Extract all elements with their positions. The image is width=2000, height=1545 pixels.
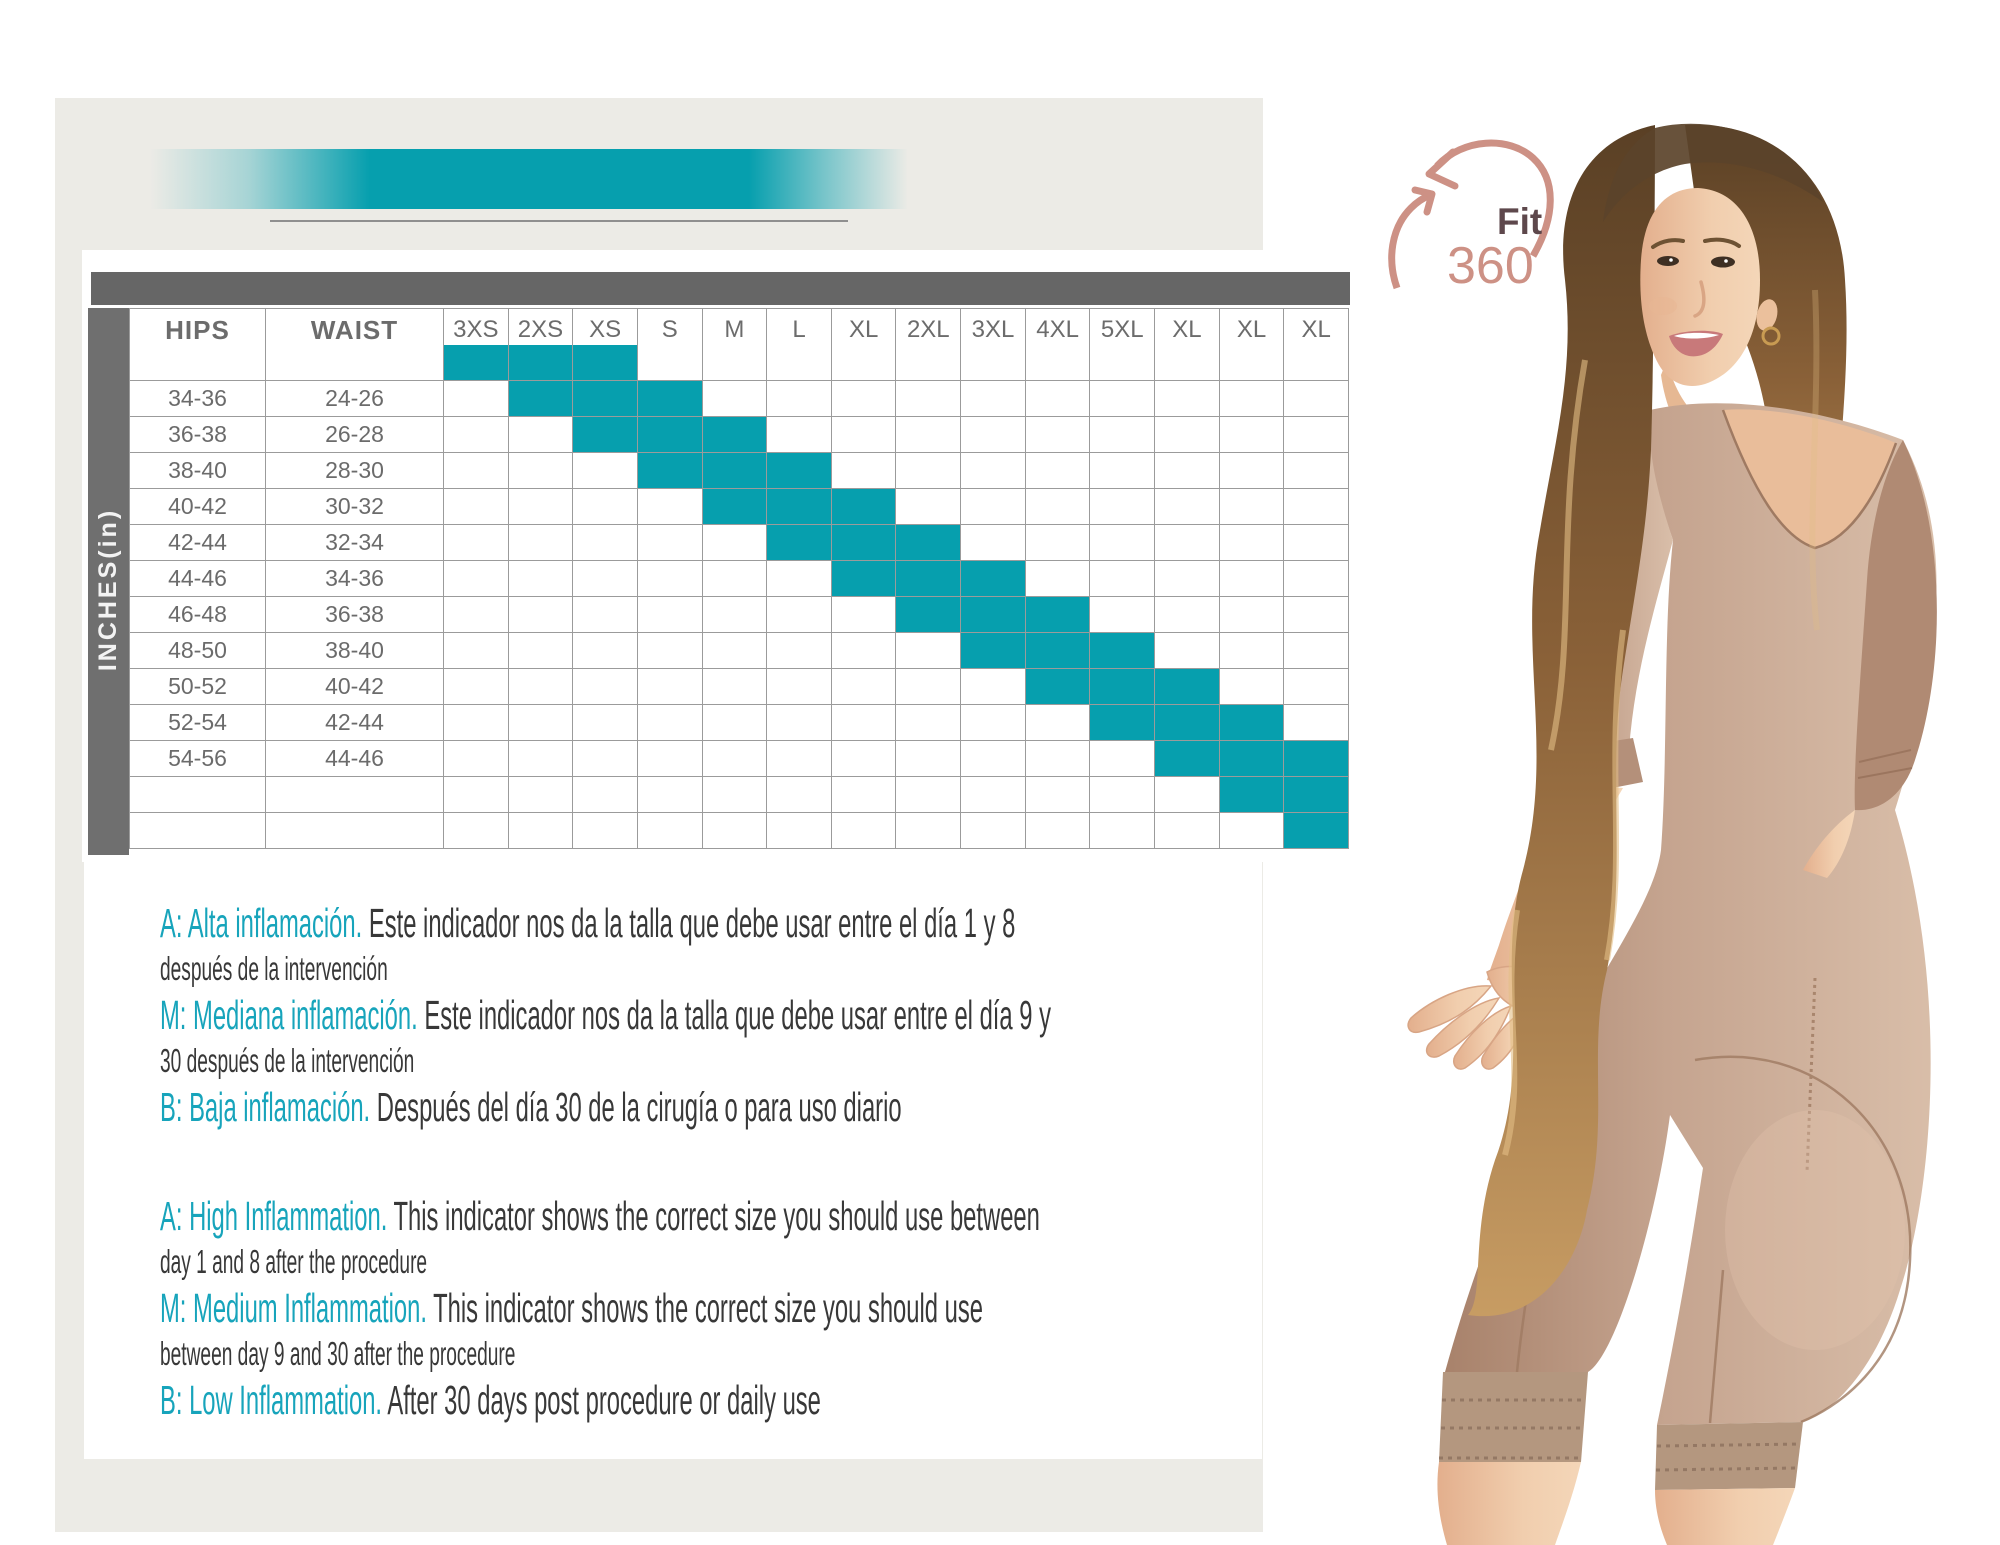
size-cell-filled — [1026, 597, 1090, 632]
size-cell — [1090, 345, 1154, 380]
size-cell-filled — [961, 597, 1025, 632]
note-lead: A: High Inflammation. — [160, 1193, 388, 1239]
size-cell — [1155, 561, 1219, 596]
note-continuation-line: between day 9 and 30 after the procedure — [160, 1335, 516, 1372]
size-cell — [1026, 381, 1090, 416]
size-cell — [961, 525, 1025, 560]
size-cell — [509, 741, 573, 776]
size-column-header: M — [703, 309, 767, 351]
size-cell-filled — [509, 345, 573, 380]
hips-value-cell: 54-56 — [130, 741, 265, 776]
model-photo — [1255, 110, 2000, 1545]
size-cell — [1155, 597, 1219, 632]
size-column-header: 2XS — [509, 309, 573, 351]
size-column-header: 3XS — [444, 309, 508, 351]
size-cell — [832, 417, 896, 452]
size-cell — [832, 777, 896, 812]
size-cell — [703, 525, 767, 560]
logo-fit-text: Fit — [1497, 201, 1543, 242]
size-cell — [573, 741, 637, 776]
size-cell — [638, 813, 702, 848]
size-cell — [703, 669, 767, 704]
waist-value-cell: 44-46 — [266, 741, 443, 776]
size-cell-filled — [896, 525, 960, 560]
size-cell-filled — [961, 561, 1025, 596]
face — [1640, 188, 1760, 386]
size-cell — [703, 597, 767, 632]
size-cell-filled — [573, 417, 637, 452]
size-cell — [638, 345, 702, 380]
size-cell — [573, 777, 637, 812]
hips-value-cell: 48-50 — [130, 633, 265, 668]
size-cell — [509, 525, 573, 560]
size-cell-filled — [832, 489, 896, 524]
note-main-line — [160, 992, 1051, 1038]
size-cell — [767, 417, 831, 452]
size-cell — [896, 741, 960, 776]
size-cell-filled — [832, 561, 896, 596]
size-cell — [961, 705, 1025, 740]
units-sidebar — [88, 308, 129, 855]
size-cell — [444, 741, 508, 776]
size-cell — [573, 705, 637, 740]
size-column-header: 5XL — [1090, 309, 1154, 351]
waist-value-cell — [266, 345, 443, 380]
size-column-header: S — [638, 309, 702, 351]
notes-spanish — [160, 900, 1260, 1130]
size-cell — [961, 417, 1025, 452]
size-cell — [573, 633, 637, 668]
size-cell — [1155, 489, 1219, 524]
size-cell — [444, 453, 508, 488]
hips-value-cell: 34-36 — [130, 381, 265, 416]
note-main-line — [160, 1285, 983, 1331]
size-cell — [1155, 345, 1219, 380]
size-cell-filled — [573, 381, 637, 416]
waist-column-header: WAIST — [266, 309, 443, 351]
size-cell-filled — [638, 453, 702, 488]
logo-360-text: 360 — [1447, 237, 1534, 295]
size-cell-filled — [509, 381, 573, 416]
size-cell — [1026, 525, 1090, 560]
hips-column-header: HIPS — [130, 309, 265, 351]
size-cell — [1026, 813, 1090, 848]
back-calf — [1655, 1488, 1795, 1545]
size-cell — [444, 381, 508, 416]
size-cell — [638, 777, 702, 812]
size-cell — [832, 813, 896, 848]
size-cell — [1155, 417, 1219, 452]
size-cell — [1155, 381, 1219, 416]
size-cell-filled — [444, 345, 508, 380]
note-lead: B: Baja inflamación. — [160, 1084, 371, 1130]
size-cell-filled — [703, 489, 767, 524]
size-cell — [1026, 561, 1090, 596]
size-cell — [444, 489, 508, 524]
size-cell — [1155, 633, 1219, 668]
size-cell — [767, 813, 831, 848]
waist-value-cell: 34-36 — [266, 561, 443, 596]
size-cell — [1155, 525, 1219, 560]
size-cell — [896, 417, 960, 452]
size-cell — [832, 705, 896, 740]
size-cell — [703, 381, 767, 416]
size-cell-filled — [1155, 669, 1219, 704]
size-cell — [638, 705, 702, 740]
size-cell — [767, 741, 831, 776]
size-cell-filled — [767, 525, 831, 560]
size-cell — [638, 597, 702, 632]
size-column-header: XL — [832, 309, 896, 351]
size-cell — [638, 561, 702, 596]
size-column-header: XS — [573, 309, 637, 351]
size-cell-filled — [832, 525, 896, 560]
size-cell — [444, 561, 508, 596]
size-cell — [1090, 741, 1154, 776]
size-cell-filled — [767, 489, 831, 524]
size-cell — [509, 813, 573, 848]
size-cell — [703, 633, 767, 668]
size-cell — [444, 633, 508, 668]
size-cell — [1155, 777, 1219, 812]
size-cell — [573, 669, 637, 704]
size-cell — [961, 489, 1025, 524]
size-cell — [832, 345, 896, 380]
hips-value-cell: 36-38 — [130, 417, 265, 452]
waist-value-cell: 30-32 — [266, 489, 443, 524]
size-cell — [767, 561, 831, 596]
size-cell — [832, 633, 896, 668]
size-cell — [767, 345, 831, 380]
size-cell — [509, 669, 573, 704]
size-cell — [703, 813, 767, 848]
size-cell — [509, 633, 573, 668]
size-chart-grid — [129, 308, 1349, 849]
note-lead: B: Low Inflammation. — [160, 1377, 383, 1423]
size-cell — [896, 813, 960, 848]
size-cell-filled — [1090, 633, 1154, 668]
size-cell — [961, 813, 1025, 848]
teal-gradient-bar — [150, 149, 908, 209]
size-cell — [638, 669, 702, 704]
size-column-header: XL — [1220, 309, 1284, 351]
size-cell — [1026, 417, 1090, 452]
size-cell-filled — [1090, 705, 1154, 740]
size-cell — [509, 777, 573, 812]
hips-value-cell — [130, 813, 265, 848]
waist-value-cell — [266, 777, 443, 812]
size-cell — [896, 669, 960, 704]
size-cell — [509, 453, 573, 488]
size-cell — [767, 705, 831, 740]
size-cell — [1026, 453, 1090, 488]
size-cell — [573, 453, 637, 488]
size-cell — [1090, 561, 1154, 596]
size-cell — [1090, 597, 1154, 632]
note-text: This indicator shows the correct size you should use — [426, 1285, 983, 1331]
size-cell-filled — [573, 345, 637, 380]
size-cell — [1026, 705, 1090, 740]
size-cell — [961, 345, 1025, 380]
hips-value-cell — [130, 345, 265, 380]
size-cell — [703, 345, 767, 380]
units-label: INCHES(in) — [94, 507, 122, 672]
size-cell — [896, 345, 960, 380]
size-cell-filled — [1026, 669, 1090, 704]
size-cell — [1090, 525, 1154, 560]
size-column-header: 2XL — [896, 309, 960, 351]
note-main-line — [160, 1377, 821, 1423]
size-cell — [896, 453, 960, 488]
waist-value-cell: 38-40 — [266, 633, 443, 668]
size-cell — [638, 489, 702, 524]
notes-english — [160, 1193, 1260, 1423]
size-cell — [1026, 345, 1090, 380]
waist-value-cell — [266, 813, 443, 848]
size-cell — [961, 381, 1025, 416]
hips-value-cell: 50-52 — [130, 669, 265, 704]
size-cell — [896, 633, 960, 668]
size-cell — [767, 669, 831, 704]
size-cell — [573, 561, 637, 596]
hips-value-cell: 42-44 — [130, 525, 265, 560]
size-cell — [703, 561, 767, 596]
size-cell — [832, 453, 896, 488]
size-cell — [638, 525, 702, 560]
size-cell — [1090, 417, 1154, 452]
size-cell — [1090, 489, 1154, 524]
size-column-header: L — [767, 309, 831, 351]
size-cell — [896, 489, 960, 524]
note-continuation-line: day 1 and 8 after the procedure — [160, 1243, 428, 1280]
note-text: Este indicador nos da la talla que debe usar entre el día 9 y — [417, 992, 1051, 1038]
size-cell-filled — [1026, 633, 1090, 668]
size-cell — [767, 633, 831, 668]
size-cell — [1090, 813, 1154, 848]
hips-value-cell — [130, 777, 265, 812]
note-text: Después del día 30 de la cirugía o para uso diario — [370, 1084, 902, 1130]
size-cell — [444, 597, 508, 632]
waist-value-cell: 24-26 — [266, 381, 443, 416]
waist-value-cell: 40-42 — [266, 669, 443, 704]
size-cell — [703, 777, 767, 812]
size-cell — [961, 741, 1025, 776]
hips-value-cell: 44-46 — [130, 561, 265, 596]
size-cell — [832, 597, 896, 632]
size-cell — [444, 525, 508, 560]
size-cell — [509, 417, 573, 452]
note-main-line — [160, 900, 1016, 946]
size-cell — [1026, 777, 1090, 812]
size-cell — [509, 489, 573, 524]
size-cell-filled — [638, 381, 702, 416]
waist-value-cell: 36-38 — [266, 597, 443, 632]
size-cell-filled — [703, 417, 767, 452]
size-cell-filled — [961, 633, 1025, 668]
note-main-line — [160, 1084, 902, 1130]
front-knee — [1437, 1462, 1581, 1545]
size-cell — [509, 597, 573, 632]
size-cell — [1090, 453, 1154, 488]
note-text: After 30 days post procedure or daily use — [382, 1377, 821, 1423]
size-cell — [1026, 741, 1090, 776]
size-cell — [444, 777, 508, 812]
note-continuation-line: después de la intervención — [160, 950, 388, 987]
note-text: Este indicador nos da la talla que debe usar entre el día 1 y 8 — [362, 900, 1016, 946]
size-cell — [832, 381, 896, 416]
size-cell — [896, 777, 960, 812]
size-cell — [638, 633, 702, 668]
hips-value-cell: 38-40 — [130, 453, 265, 488]
size-cell — [767, 777, 831, 812]
size-cell — [444, 669, 508, 704]
note-lead: A: Alta inflamación. — [160, 900, 363, 946]
size-cell-filled — [1155, 705, 1219, 740]
size-cell — [896, 705, 960, 740]
note-main-line — [160, 1193, 1040, 1239]
size-cell — [509, 705, 573, 740]
size-cell-filled — [1155, 741, 1219, 776]
size-column-header: 4XL — [1026, 309, 1090, 351]
size-cell — [703, 705, 767, 740]
size-cell — [573, 525, 637, 560]
note-lead: M: Medium Inflammation. — [160, 1285, 427, 1331]
size-cell-filled — [703, 453, 767, 488]
size-cell — [961, 777, 1025, 812]
size-cell — [573, 489, 637, 524]
size-cell — [767, 381, 831, 416]
size-cell-filled — [896, 561, 960, 596]
waist-value-cell: 28-30 — [266, 453, 443, 488]
size-cell — [896, 381, 960, 416]
size-cell — [832, 741, 896, 776]
hips-value-cell: 40-42 — [130, 489, 265, 524]
size-cell — [444, 705, 508, 740]
size-cell — [1155, 813, 1219, 848]
size-cell — [961, 453, 1025, 488]
note-lead: M: Mediana inflamación. — [160, 992, 418, 1038]
size-cell-filled — [638, 417, 702, 452]
size-chart-top-bar — [91, 272, 1350, 305]
size-cell-filled — [767, 453, 831, 488]
size-cell — [703, 741, 767, 776]
size-cell — [1026, 489, 1090, 524]
size-cell — [1090, 381, 1154, 416]
waist-value-cell: 42-44 — [266, 705, 443, 740]
note-text: This indicator shows the correct size you should use between — [387, 1193, 1040, 1239]
hips-value-cell: 52-54 — [130, 705, 265, 740]
size-cell — [767, 597, 831, 632]
size-cell — [832, 669, 896, 704]
size-cell — [573, 597, 637, 632]
waist-value-cell: 26-28 — [266, 417, 443, 452]
size-cell — [573, 813, 637, 848]
size-column-header: 3XL — [961, 309, 1025, 351]
size-cell-filled — [896, 597, 960, 632]
note-continuation-line: 30 después de la intervención — [160, 1042, 415, 1079]
size-cell — [509, 561, 573, 596]
hips-value-cell: 46-48 — [130, 597, 265, 632]
size-cell — [638, 741, 702, 776]
size-cell — [444, 813, 508, 848]
size-cell — [444, 417, 508, 452]
size-cell — [961, 669, 1025, 704]
waist-value-cell: 32-34 — [266, 525, 443, 560]
size-column-header: XL — [1284, 309, 1348, 351]
size-column-header: XL — [1155, 309, 1219, 351]
divider-line — [270, 220, 848, 222]
size-cell — [1090, 777, 1154, 812]
size-cell-filled — [1090, 669, 1154, 704]
size-cell — [1155, 453, 1219, 488]
